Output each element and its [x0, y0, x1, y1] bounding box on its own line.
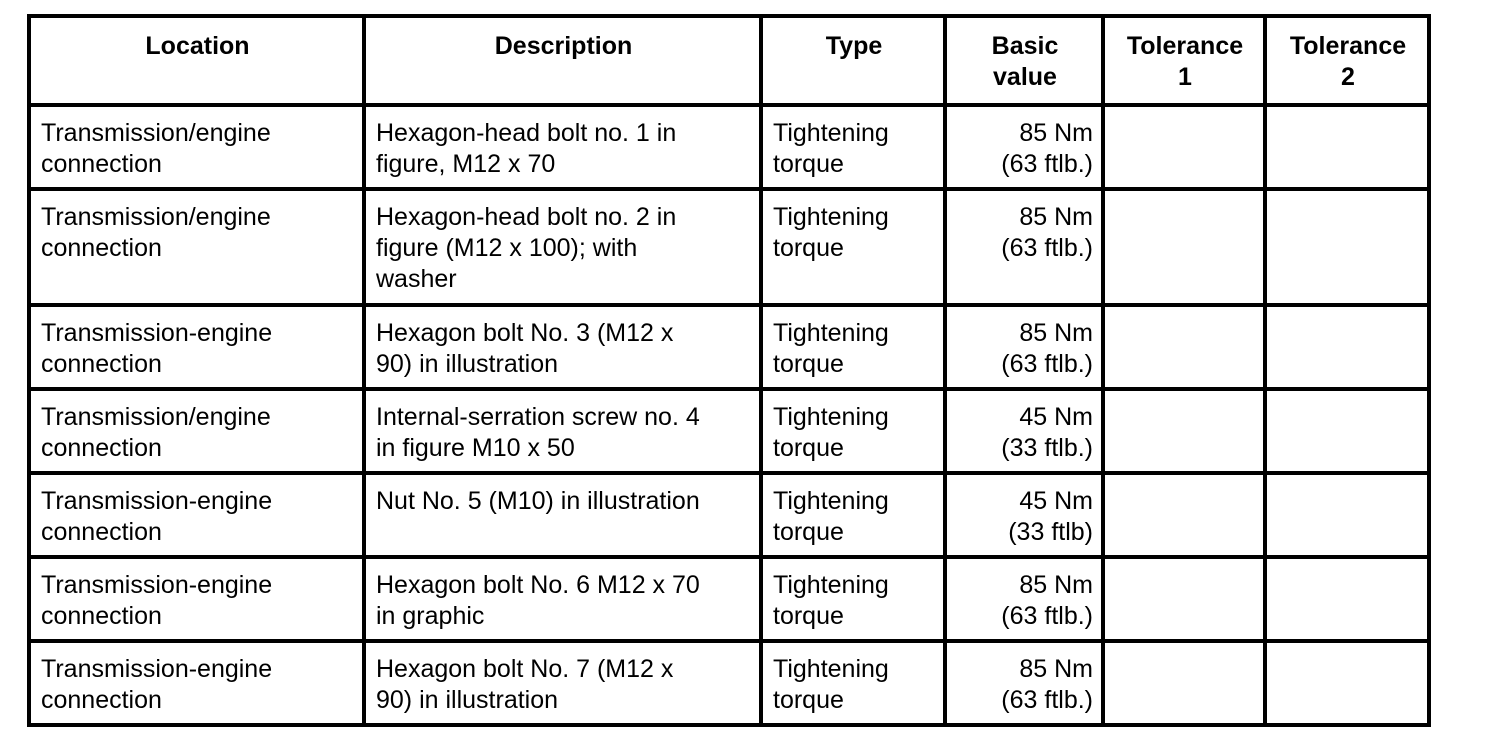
- cell-basic-value-line: (63 ftlb.): [1001, 686, 1093, 714]
- cell-basic-value-line: 85 Nm: [1019, 319, 1093, 347]
- cell-type: [761, 557, 945, 641]
- cell-basic-value-line: 85 Nm: [1019, 119, 1093, 147]
- cell-basic-value-line: 85 Nm: [1019, 203, 1093, 231]
- cell-tolerance-2: [1265, 557, 1429, 641]
- cell-description-line: 90) in illustration: [376, 686, 559, 714]
- cell-basic-value: [945, 189, 1103, 305]
- cell-description-line: Hexagon-head bolt no. 1 in: [376, 119, 677, 147]
- cell-basic-value: [945, 105, 1103, 189]
- cell-type-line: torque: [773, 602, 844, 630]
- cell-location-line: connection: [41, 350, 162, 378]
- torque-spec-table: [27, 14, 1431, 727]
- cell-basic-value-line: (33 ftlb.): [1001, 434, 1093, 462]
- cell-tolerance-1: [1103, 105, 1265, 189]
- cell-description-line: Internal-serration screw no. 4: [376, 403, 700, 431]
- table-row: [29, 189, 1429, 305]
- cell-location: [29, 189, 364, 305]
- cell-type-line: Tightening: [773, 571, 889, 599]
- cell-location-line: Transmission-engine: [41, 319, 273, 347]
- header-description: Description: [364, 16, 761, 105]
- cell-type-line: Tightening: [773, 119, 889, 147]
- table-row: [29, 473, 1429, 557]
- cell-type-line: torque: [773, 518, 844, 546]
- cell-location: [29, 473, 364, 557]
- cell-tolerance-1: [1103, 189, 1265, 305]
- cell-location-line: Transmission-engine: [41, 655, 273, 683]
- cell-description-line: Hexagon bolt No. 7 (M12 x: [376, 655, 674, 683]
- cell-type-line: torque: [773, 686, 844, 714]
- cell-tolerance-1: [1103, 305, 1265, 389]
- table-row: [29, 557, 1429, 641]
- cell-location-line: Transmission-engine: [41, 487, 273, 515]
- cell-description: [364, 389, 761, 473]
- cell-location-line: connection: [41, 150, 162, 178]
- cell-location-line: connection: [41, 686, 162, 714]
- cell-location-line: connection: [41, 434, 162, 462]
- cell-basic-value: [945, 305, 1103, 389]
- cell-description-line: washer: [376, 265, 457, 293]
- cell-description-line: Nut No. 5 (M10) in illustration: [376, 487, 700, 515]
- cell-type-line: torque: [773, 350, 844, 378]
- header-row: [29, 16, 1429, 105]
- cell-description-line: Hexagon bolt No. 3 (M12 x: [376, 319, 674, 347]
- cell-description-line: Hexagon-head bolt no. 2 in: [376, 203, 677, 231]
- cell-basic-value: [945, 389, 1103, 473]
- table-row: [29, 105, 1429, 189]
- cell-type-line: torque: [773, 234, 844, 262]
- cell-basic-value-line: (63 ftlb.): [1001, 602, 1093, 630]
- cell-basic-value: [945, 557, 1103, 641]
- cell-tolerance-2: [1265, 305, 1429, 389]
- cell-tolerance-1: [1103, 473, 1265, 557]
- cell-basic-value: [945, 473, 1103, 557]
- cell-description: [364, 189, 761, 305]
- cell-description-line: figure (M12 x 100); with: [376, 234, 638, 262]
- cell-tolerance-2: [1265, 473, 1429, 557]
- cell-location: [29, 557, 364, 641]
- cell-type: [761, 189, 945, 305]
- header-basic-value: Basic value: [945, 16, 1103, 105]
- cell-type-line: Tightening: [773, 655, 889, 683]
- cell-type-line: torque: [773, 150, 844, 178]
- table-row: [29, 305, 1429, 389]
- cell-location: [29, 105, 364, 189]
- cell-type-line: Tightening: [773, 319, 889, 347]
- cell-type-line: Tightening: [773, 487, 889, 515]
- cell-type: [761, 105, 945, 189]
- cell-location: [29, 305, 364, 389]
- header-type: Type: [761, 16, 945, 105]
- cell-location-line: Transmission/engine: [41, 119, 271, 147]
- cell-location: [29, 641, 364, 725]
- cell-description-line: 90) in illustration: [376, 350, 559, 378]
- cell-basic-value: [945, 641, 1103, 725]
- cell-description-line: in figure M10 x 50: [376, 434, 575, 462]
- cell-type: [761, 473, 945, 557]
- cell-basic-value-line: 85 Nm: [1019, 571, 1093, 599]
- cell-basic-value-line: (33 ftlb): [1008, 518, 1093, 546]
- cell-location-line: connection: [41, 518, 162, 546]
- cell-description: [364, 641, 761, 725]
- cell-location-line: connection: [41, 602, 162, 630]
- cell-basic-value-line: 45 Nm: [1019, 403, 1093, 431]
- cell-location: [29, 389, 364, 473]
- cell-description: [364, 557, 761, 641]
- cell-location-line: Transmission-engine: [41, 571, 273, 599]
- cell-tolerance-1: [1103, 389, 1265, 473]
- cell-description: [364, 473, 761, 557]
- header-tolerance-1: Tolerance 1: [1103, 16, 1265, 105]
- header-tolerance-2: Tolerance 2: [1265, 16, 1429, 105]
- cell-location-line: Transmission/engine: [41, 403, 271, 431]
- cell-location-line: Transmission/engine: [41, 203, 271, 231]
- cell-type: [761, 305, 945, 389]
- cell-type: [761, 641, 945, 725]
- cell-type: [761, 389, 945, 473]
- cell-tolerance-1: [1103, 557, 1265, 641]
- cell-type-line: Tightening: [773, 403, 889, 431]
- cell-basic-value-line: 45 Nm: [1019, 487, 1093, 515]
- header-location: Location: [29, 16, 364, 105]
- cell-basic-value-line: (63 ftlb.): [1001, 350, 1093, 378]
- cell-tolerance-2: [1265, 189, 1429, 305]
- cell-location-line: connection: [41, 234, 162, 262]
- cell-basic-value-line: 85 Nm: [1019, 655, 1093, 683]
- cell-tolerance-2: [1265, 389, 1429, 473]
- cell-description-line: in graphic: [376, 602, 485, 630]
- cell-basic-value-line: (63 ftlb.): [1001, 234, 1093, 262]
- cell-basic-value-line: (63 ftlb.): [1001, 150, 1093, 178]
- table-row: [29, 389, 1429, 473]
- cell-description: [364, 305, 761, 389]
- cell-tolerance-2: [1265, 641, 1429, 725]
- cell-type-line: torque: [773, 434, 844, 462]
- table-row: [29, 641, 1429, 725]
- cell-tolerance-2: [1265, 105, 1429, 189]
- cell-type-line: Tightening: [773, 203, 889, 231]
- cell-description-line: Hexagon bolt No. 6 M12 x 70: [376, 571, 700, 599]
- cell-tolerance-1: [1103, 641, 1265, 725]
- cell-description-line: figure, M12 x 70: [376, 150, 556, 178]
- cell-description: [364, 105, 761, 189]
